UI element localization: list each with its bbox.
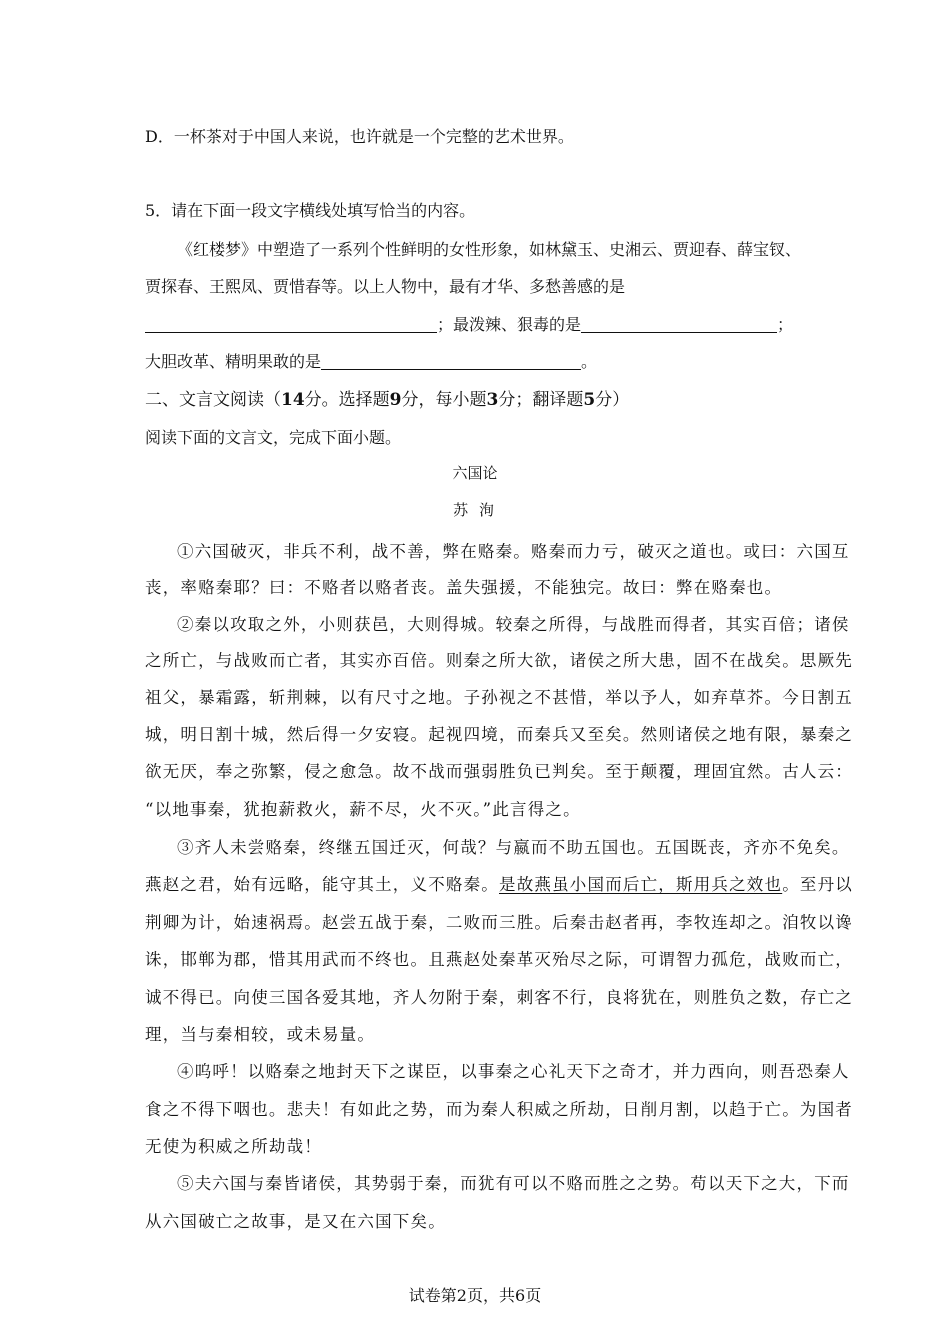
passage-line: 欲无厌，奉之弥繁，侵之愈急。故不战而强弱胜负已判矣。至于颠覆，理固宜然。古人云： — [145, 762, 853, 781]
passage-line: 诛，邯郸为郡，惜其用武而不终也。且燕赵处秦革灭殆尽之际，可谓智力孤危，战败而亡， — [145, 950, 853, 969]
passage-line: 诚不得已。向使三国各爱其地，齐人勿附于秦，刺客不行，良将犹在，则胜负之数，存亡之 — [145, 988, 853, 1007]
passage-line: ③齐人未尝赂秦，终继五国迁灭，何哉？与嬴而不助五国也。五国既丧，齐亦不免矣。 — [177, 838, 850, 857]
passage-line: 燕赵之君，始有远略，能守其土，义不赂秦。是故燕虽小国而后亡，斯用兵之效也。至丹以 — [145, 875, 854, 894]
answer-blank-1[interactable] — [145, 314, 437, 333]
q5-prompt: 5．请在下面一段文字横线处填写恰当的内容。 — [145, 201, 476, 220]
passage-line: 荆卿为计，始速祸焉。赵尝五战于秦，二败而三胜。后秦击赵者再，李牧连却之。洎牧以谗 — [145, 913, 853, 932]
section-2-instruction: 阅读下面的文言文，完成下面小题。 — [145, 428, 402, 447]
passage-line: 无使为积威之所劫哉！ — [145, 1137, 322, 1156]
passage-title: 六国论 — [452, 464, 498, 482]
passage-line: 祖父，暴霜露，斩荆棘，以有尺寸之地。子孙视之不甚惜，举以予人，如弃草芥。今日割五 — [145, 688, 853, 707]
q5-text-line4: 大胆改革、精明果敢的是 。 — [145, 352, 598, 371]
passage-line: 城，明日割十城，然后得一夕安寝。起视四境，而秦兵又至矣。然则诸侯之地有限，暴秦之 — [145, 725, 853, 744]
passage-author: 苏 洵 — [453, 501, 497, 519]
passage-line: 食之不得下咽也。悲夫！有如此之势，而为秦人积威之所劫，日削月割，以趋于亡。为国者 — [145, 1100, 853, 1119]
q4-option-d: D．一杯茶对于中国人来说，也许就是一个完整的艺术世界。 — [145, 127, 574, 146]
passage-line: 理，当与秦相较，或未易量。 — [145, 1025, 376, 1044]
passage-line: 之所亡，与战败而亡者，其实亦百倍。则秦之所大欲，诸侯之所大患，固不在战矣。思厥先 — [145, 651, 853, 670]
q5-text-line2: 贾探春、王熙凤、贾惜春等。以上人物中，最有才华、多愁善感的是 — [145, 277, 626, 296]
passage-line: “以地事秦，犹抱薪救火，薪不尽，火不灭。”此言得之。 — [145, 800, 581, 819]
answer-blank-2[interactable] — [581, 314, 777, 333]
passage-line: 丧，率赂秦耶？曰：不赂者以赂者丧。盖失强援，不能独完。故曰：弊在赂秦也。 — [145, 578, 783, 597]
underlined-sentence: 是故燕虽小国而后亡，斯用兵之效也 — [499, 875, 783, 894]
passage-line: ②秦以攻取之外，小则获邑，大则得城。较秦之所得，与战胜而得者，其实百倍；诸侯 — [177, 615, 850, 634]
section-2-heading: 二、文言文阅读（14分。选择题9分，每小题3分；翻译题5分） — [145, 390, 630, 410]
passage-line: ①六国破灭，非兵不利，战不善，弊在赂秦。赂秦而力亏，破灭之道也。或曰：六国互 — [177, 542, 850, 561]
page-footer: 试卷第2页，共6页 — [408, 1286, 542, 1305]
passage-line: 从六国破亡之故事，是又在六国下矣。 — [145, 1212, 446, 1231]
answer-blank-3[interactable] — [321, 351, 581, 370]
q5-text-line1: 《红楼梦》中塑造了一系列个性鲜明的女性形象，如林黛玉、史湘云、贾迎春、薛宝钗、 — [177, 240, 802, 259]
passage-line: ⑤夫六国与秦皆诸侯，其势弱于秦，而犹有可以不赂而胜之之势。苟以天下之大，下而 — [177, 1174, 850, 1193]
passage-line: ④呜呼！以赂秦之地封天下之谋臣，以事秦之心礼天下之奇才，并力西向，则吾恐秦人 — [177, 1062, 850, 1081]
q5-text-line3: ；最泼辣、狠毒的是 ； — [145, 312, 793, 335]
